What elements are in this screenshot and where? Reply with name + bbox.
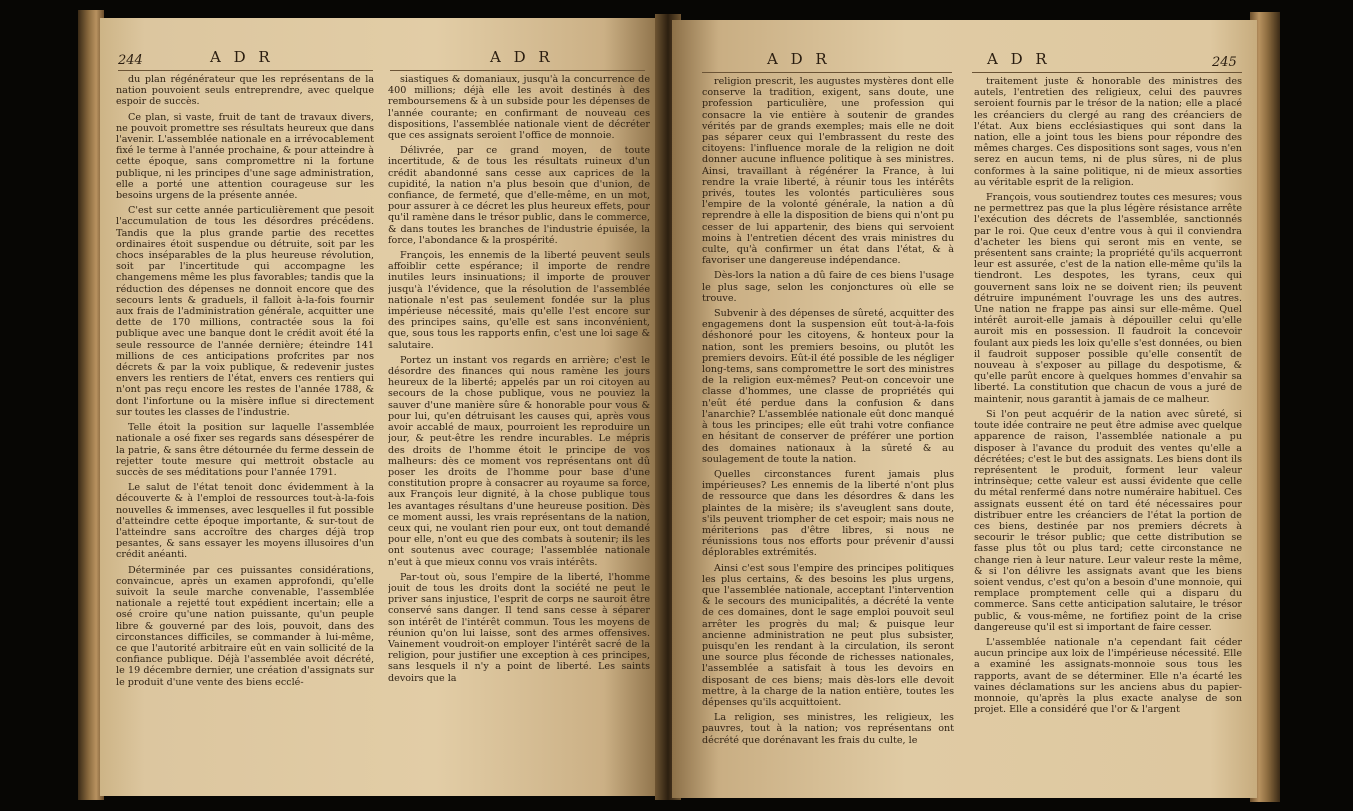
paragraph: La religion, ses ministres, les religieux, les pauvres, tout à la nation; vos représentans ont décrété que dorénavant les frais du culte, le <box>702 712 954 746</box>
running-head: A D R <box>987 50 1051 68</box>
page-number: 245 <box>1212 55 1237 70</box>
paragraph: Le salut de l'état tenoit donc évidemment à la découverte & à l'emploi de ressources tout-à-la-fois nouvelles & immenses, avec lesquelles il fut possible d'atteindre cette époque importante, & sur-tout de l'atteindre sans accroître des charges déjà trop pesantes, & sans essayer les moyens illusoires d'un crédit anéanti. <box>116 482 374 561</box>
paragraph: Déterminée par ces puissantes considérations, convaincue, après un examen approfondi, qu'elle suivoit la seule marche convenable, l'assemblée nationale a rejetté tout expédient incertain; elle a osé croire qu'une nation puissante, qu'un peuple libre & gouverné par des lois, pouvoit, dans des circonstances difficiles, se commander à lui-même, ce que l'autorité arbitraire eût en vain sollicité de la confiance publique. Déjà l'assemblée avoit décrété, le 19 décembre dernier, une création d'assignats sur le produit d'une vente des biens ecclé- <box>116 564 374 688</box>
paragraph: François, les ennemis de la liberté peuvent seuls affoiblir cette espérance; il importe de rendre inutiles leurs insinuations; il importe de prouver jusqu'à l'évidence, que la résolution de l'assemblée nationale n'est pas seulement fondée sur la plus impérieuse nécessité, mais qu'elle l'est encore sur des principes sains, qu'elle est sans inconvénient, que, sous tous les rapports enfin, c'est une loi sage & salutaire. <box>388 250 650 351</box>
text-column <box>974 76 1242 786</box>
page-number: 244 <box>118 53 143 68</box>
paragraph: traitement juste & honorable des ministres des autels, l'entretien des religieux, celui des pauvres seroient fournis par le trésor de la nation; elle a placé les créanciers du clergé au rang des créanciers de l'état. Aux biens ecclésiastiques qui sont dans la nation, elle a joint tous les biens pour répondre des mêmes charges. Ces dispositions sont sages, vous n'en serez en aucun tems, ni de plus sûres, ni de plus conformes à la saine politique, ni de mieux assorties au véritable esprit de la religion. <box>974 76 1242 188</box>
paragraph: C'est sur cette année particulièrement que pesoit l'accumulation de tous les désordres précédens. Tandis que la plus grande partie des recettes ordinaires étoit suspendue ou détruite, soit par les chocs inséparables de la plus heureuse révolution, soit par l'incertitude qui accompagne les changemens même les plus favorables; tandis que la réduction des dépenses ne donnoit encore que des secours lents & graduels, il falloit à-la-fois fournir aux frais de l'administration générale, acquitter une dette de 170 millions, contractée sous la foi publique avec une banque dont le crédit avoit été la seule ressource de l'année dernière; éteindre 141 millions de ces anticipations profcrites par nos décrets & par la voix publique, & redevenir justes envers les rentiers de l'état, envers ces rentiers qui n'ont pas reçu encore les restes de l'année 1788, & dont l'infortune ou la misère influe si directement sur toutes les classes de l'industrie. <box>116 205 374 418</box>
paragraph: Portez un instant vos regards en arrière; c'est le désordre des finances qui nous ramène les jours heureux de la liberté; appelés par un roi citoyen au secours de la chose publique, vous ne pouviez la sauver d'une manière sûre & honorable pour vous & pour lui, qu'en détruisant les causes qui, après vous avoir accablé de maux, pourroient les reproduire un jour, & peut-être les rendre incurables. Le mépris des droits de l'homme étoit le principe de vos malheurs: dès ce moment vos représentans ont dû poser les droits de l'homme pour base d'une constitution propre à consacrer au royaume sa force, aux François leur dignité, à la chose publique tous les avantages résultans d'une heureuse position. Dès ce moment aussi, les vrais représentans de la nation, ceux qui, ne voulant rien pour eux, ont tout demandé pour elle, n'ont eu que des combats à soutenir; ils les ont soutenus avec courage; l'assemblée nationale n'eut à que mieux connu vos vrais intérêts. <box>388 354 650 568</box>
running-head: A D R <box>490 48 554 66</box>
paragraph: François, vous soutiendrez toutes ces mesures; vous ne permettrez pas que la plus légère résistance arrête l'exécution des décrets de l'assemblée, sanctionnés par le roi. Que ceux d'entre vous à qui il conviendra d'acheter les biens qui seront mis en vente, se présentent sans crainte; la propriété qu'ils acquerront leur est assurée, c'est de la nation elle-même qu'ils la tiendront. Les despotes, les tyrans, ceux qui gouvernent sans loix ne se doivent rien; ils peuvent détruire impunément l'ouvrage les uns des autres. Une nation ne frappe pas ainsi sur elle-même. Quel intérêt auroit-elle jamais à dépouiller celui qu'elle auroit mis en possession. Il faudroit la concevoir foulant aux pieds les loix qu'elle s'est données, ou bien il faudroit supposer possible qu'elle consentît de nouveau à s'exposer au pillage du despotisme, & qu'elle parût encore à quelques hommes d'envahir sa liberté. La constitution que chacun de vous a juré de maintenir, nous garantit à jamais de ce malheur. <box>974 192 1242 405</box>
paragraph: L'assemblée nationale n'a cependant fait céder aucun principe aux loix de l'impérieuse nécessité. Elle a examiné les assignats-monnoie sous tous les rapports, avant de se déterminer. Elle n'a écarté les vaines déclamations sur les anciens abus du papier-monnoie, qu'après la plus exacte analyse de son projet. Elle a considéré que l'or & l'argent <box>974 636 1242 716</box>
header-rule <box>390 70 645 71</box>
text-column <box>702 76 954 786</box>
paragraph: Si l'on peut acquérir de la nation avec sûreté, si toute idée contraire ne peut être admise avec quelque apparence de raison, l'assemblée nationale a pu disposer à l'avance du produit des ventes qu'elle a décrétées; c'est le but des assignats. Les biens dont ils représentent le produit, forment leur valeur intrinsèque; cette valeur est aussi évidente que celle du métal renfermé dans notre numéraire habituel. Ces assignats eussent été on tard été nécessaires pour distribuer entre les créanciers de l'état la portion de ces biens, destinée par nos premiers décrets à secourir le trésor public; que cette distribution se fasse plus tôt ou plus tard; cette circonstance ne change rien à leur nature. Leur valeur reste la même, & si l'on délivre les assignats avant que les biens soient vendus, c'est qu'on a besoin d'une monnoie, qui remplace promptement celle qui a disparu du commerce. Sans cette anticipation salutaire, le trésor public, & vous-même, ne fortifiez point de la crise dangereuse qu'il est si important de faire cesser. <box>974 408 1242 633</box>
left-page <box>100 18 660 796</box>
text-column <box>116 74 374 784</box>
running-head: A D R <box>210 48 274 66</box>
running-head: A D R <box>767 50 831 68</box>
paragraph: Par-tout où, sous l'empire de la liberté, l'homme jouit de tous les droits dont la société ne peut le priver sans injustice, l'esprit de corps ne sauroit être conservé sans danger. Il tend sans cesse à séparer son intérêt de l'intérêt commun. Tous les moyens de réunion qu'on lui laisse, sont des armes offensives. Vainement voudroit-on employer l'intérêt sacré de la religion, pour justifier une exception à ces principes, sans lesquels il n'y a point de liberté. Les saints devoirs que la <box>388 571 650 684</box>
paragraph: Ainsi c'est sous l'empire des principes politiques les plus certains, & des besoins les plus urgens, que l'assemblée nationale, acceptant l'intervention & le secours des municipalités, a décrété la vente de ces domaines, dont le sage emploi pouvoit seul arrêter les progrès du mal; & puisque leur ancienne administration ne peut plus subsister, puisqu'en les rendant à la circulation, ils seront une source plus féconde de richesses nationales, l'assemblée a satisfait à tous les devoirs en disposant de ces biens; mais dès-lors elle devoit mettre, à la charge de la nation entière, toutes les dépenses qu'ils acquittoient. <box>702 562 954 708</box>
paragraph: Ce plan, si vaste, fruit de tant de travaux divers, ne pouvoit promettre ses résultats heureux que dans l'avenir. L'assemblée nationale en a irrévocablement fixé le terme à l'année prochaine, & pour atteindre à cette époque, sans compromettre ni la fortune publique, ni les principes d'une sage administration, elle a porté une attention courageuse sur les besoins urgens de la présente année. <box>116 111 374 202</box>
header-rule <box>972 72 1242 73</box>
text-column <box>388 74 650 784</box>
paragraph: Délivrée, par ce grand moyen, de toute incertitude, & de tous les résultats ruineux d'un crédit abandonné sans cesse aux caprices de la cupidité, la nation n'a plus besoin que d'union, de confiance, de fermeté, que d'elle-même, en un mot, pour assurer à ce décret les plus heureux effets, pour qu'il ramène dans le trésor public, dans le commerce, & dans toutes les branches de l'industrie épuisée, la force, l'abondance & la prospérité. <box>388 145 650 246</box>
header-rule <box>702 72 952 73</box>
paragraph: religion prescrit, les augustes mystères dont elle conserve la tradition, exigent, sans doute, une profession particulière, une profession qui consacre la vie entière à soutenir de grandes vérités par de grands exemples; mais elle ne doit pas séparer ceux qui l'embrassent du reste des citoyens: l'influence morale de la religion ne doit donner aucune influence politique à ses ministres. Ainsi, travaillant à régénérer la France, à lui rendre la vraie liberté, à réunir tous les intérêts privés, toutes les volontés particulières sous l'empire de la volonté générale, la nation a dû reprendre à elle la disposition de biens qui n'ont pu cesser de lui appartenir, des biens qui servoient moins à l'entretien décent des vrais ministres du culte, qu'à confirmer un état dans l'état, & à favoriser une dangereuse indépendance. <box>702 76 954 267</box>
paragraph: Dès-lors la nation a dû faire de ces biens l'usage le plus sage, selon les conjonctures où elle se trouve. <box>702 270 954 304</box>
right-page <box>672 20 1257 798</box>
paragraph: Subvenir à des dépenses de sûreté, acquitter des engagemens dont la suspension eût tout-à-la-fois déshonoré pour les citoyens, & honteux pour la nation, sont les premiers besoins, ou plutôt les premiers devoirs. Eût-il été possible de les négliger long-tems, sans compromettre le sort des ministres de la religion eux-mêmes? Peut-on concevoir une classe d'hommes, une classe de propriétés qui n'eût été perdue dans la confusion & dans l'anarchie? L'assemblée nationale eût donc manqué à tous les principes; elle eût trahi votre confiance en hésitant de conserver de préférer une portion des domaines nationaux à la sûreté & au soulagement de toute la nation. <box>702 308 954 465</box>
paragraph: siastiques & domaniaux, jusqu'à la concurrence de 400 millions; déjà elle les avoit destinés à des remboursemens & à un subside pour les dépenses de l'année courante; en confirmant de nouveau ces dispositions, l'assemblée nationale vient de décréter que ces assignats seroient l'office de monnoie. <box>388 74 650 142</box>
header-rule <box>118 70 373 71</box>
paragraph: du plan régénérateur que les représentans de la nation pouvoient seuls entreprendre, avec quelque espoir de succès. <box>116 74 374 108</box>
paragraph: Quelles circonstances furent jamais plus impérieuses? Les ennemis de la liberté n'ont plus de ressource que dans les désordres & dans les plaintes de la misère; ils s'aveuglent sans doute, s'ils peuvent triompher de cet espoir; mais nous ne mériterions pas d'être libres, si nous ne réunissions tous nos efforts pour prévenir d'aussi déplorables extrémités. <box>702 468 954 559</box>
paragraph: Telle étoit la position sur laquelle l'assemblée nationale a osé fixer ses regards sans désespérer de la patrie, & sans être détournée du ferme dessein de rejetter toute mesure qui mettroit obstacle au succès de ses méditations pour l'année 1791. <box>116 422 374 478</box>
